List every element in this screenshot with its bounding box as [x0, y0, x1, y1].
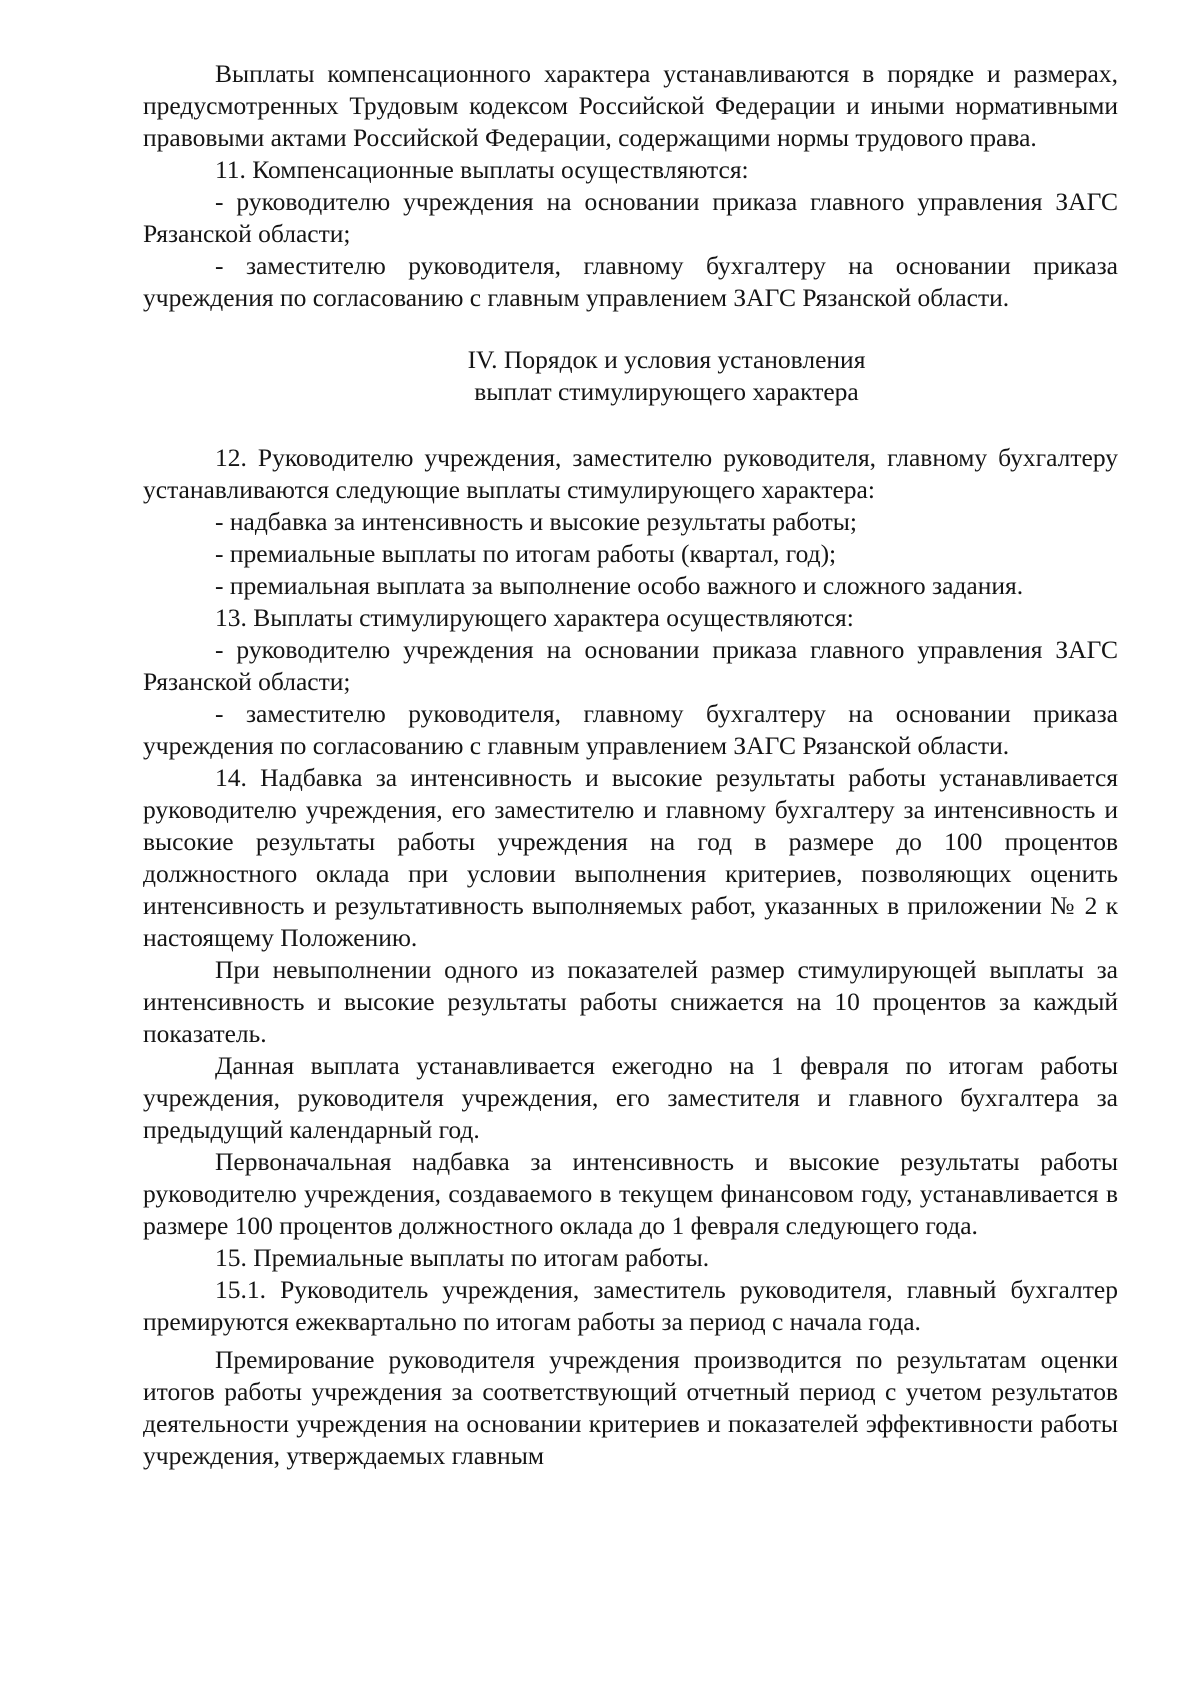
paragraph-compensation-intro: Выплаты компенсационного характера устанавливаются в порядке и размерах, предусмотренных Трудовым кодексом Российской Федерации и иными нормативными правовыми актами Российской Федерации, содержащими нормы трудового права.	[143, 59, 1118, 152]
paragraph-item-13: 13. Выплаты стимулирующего характера осуществляются:	[215, 603, 854, 632]
paragraph-item-12-bullet-3: - премиальная выплата за выполнение особо важного и сложного задания.	[215, 571, 1024, 600]
paragraph-item-11-bullet-2: - заместителю руководителя, главному бухгалтеру на основании приказа учреждения по согласованию с главным управлением ЗАГС Рязанской области.	[143, 251, 1118, 312]
paragraph-item-14-reduction: При невыполнении одного из показателей размер стимулирующей выплаты за интенсивность и высокие результаты работы снижается на 10 процентов за каждый показатель.	[143, 955, 1118, 1048]
paragraph-item-12: 12. Руководителю учреждения, заместителю руководителя, главному бухгалтеру устанавливаются следующие выплаты стимулирующего характера:	[143, 443, 1118, 504]
paragraph-item-15-1: 15.1. Руководитель учреждения, заместитель руководителя, главный бухгалтер премируются ежеквартально по итогам работы за период с начала года.	[143, 1275, 1118, 1336]
paragraph-item-13-bullet-2: - заместителю руководителя, главному бухгалтеру на основании приказа учреждения по согласованию с главным управлением ЗАГС Рязанской области.	[143, 699, 1118, 760]
paragraph-item-12-bullet-1: - надбавка за интенсивность и высокие результаты работы;	[215, 507, 858, 536]
paragraph-item-14-initial: Первоначальная надбавка за интенсивность и высокие результаты работы руководителю учреждения, создаваемого в текущем финансовом году, устанавливается в размере 100 процентов должностного оклада до 1 февраля следующего года.	[143, 1147, 1118, 1240]
paragraph-item-15: 15. Премиальные выплаты по итогам работы.	[215, 1243, 710, 1272]
paragraph-item-11-bullet-1: - руководителю учреждения на основании приказа главного управления ЗАГС Рязанской области;	[143, 187, 1118, 248]
paragraph-item-11: 11. Компенсационные выплаты осуществляются:	[215, 155, 749, 184]
document-body	[143, 58, 1118, 1472]
paragraph-item-14: 14. Надбавка за интенсивность и высокие результаты работы устанавливается руководителю учреждения, его заместителю и главному бухгалтеру за интенсивность и высокие результаты работы учреждения на год в размере до 100 процентов должностного оклада при условии выполнения критериев, позволяющих оценить интенсивность и результативность выполняемых работ, указанных в приложении № 2 к настоящему Положению.	[143, 763, 1118, 952]
paragraph-item-13-bullet-1: - руководителю учреждения на основании приказа главного управления ЗАГС Рязанской области;	[143, 635, 1118, 696]
paragraph-item-14-annual: Данная выплата устанавливается ежегодно на 1 февраля по итогам работы учреждения, руководителя учреждения, его заместителя и главного бухгалтера за предыдущий календарный год.	[143, 1051, 1118, 1144]
spacer	[143, 314, 1118, 344]
section-heading-line-2: выплат стимулирующего характера	[474, 377, 859, 406]
paragraph-item-15-1-bonus: Премирование руководителя учреждения производится по результатам оценки итогов работы учреждения за соответствующий отчетный период с учетом результатов деятельности учреждения на основании критериев и показателей эффективности работы учреждения, утверждаемых главным	[143, 1345, 1118, 1470]
section-heading-line-1: IV. Порядок и условия установления	[467, 345, 866, 374]
spacer	[143, 408, 1118, 442]
paragraph-item-12-bullet-2: - премиальные выплаты по итогам работы (квартал, год);	[215, 539, 837, 568]
